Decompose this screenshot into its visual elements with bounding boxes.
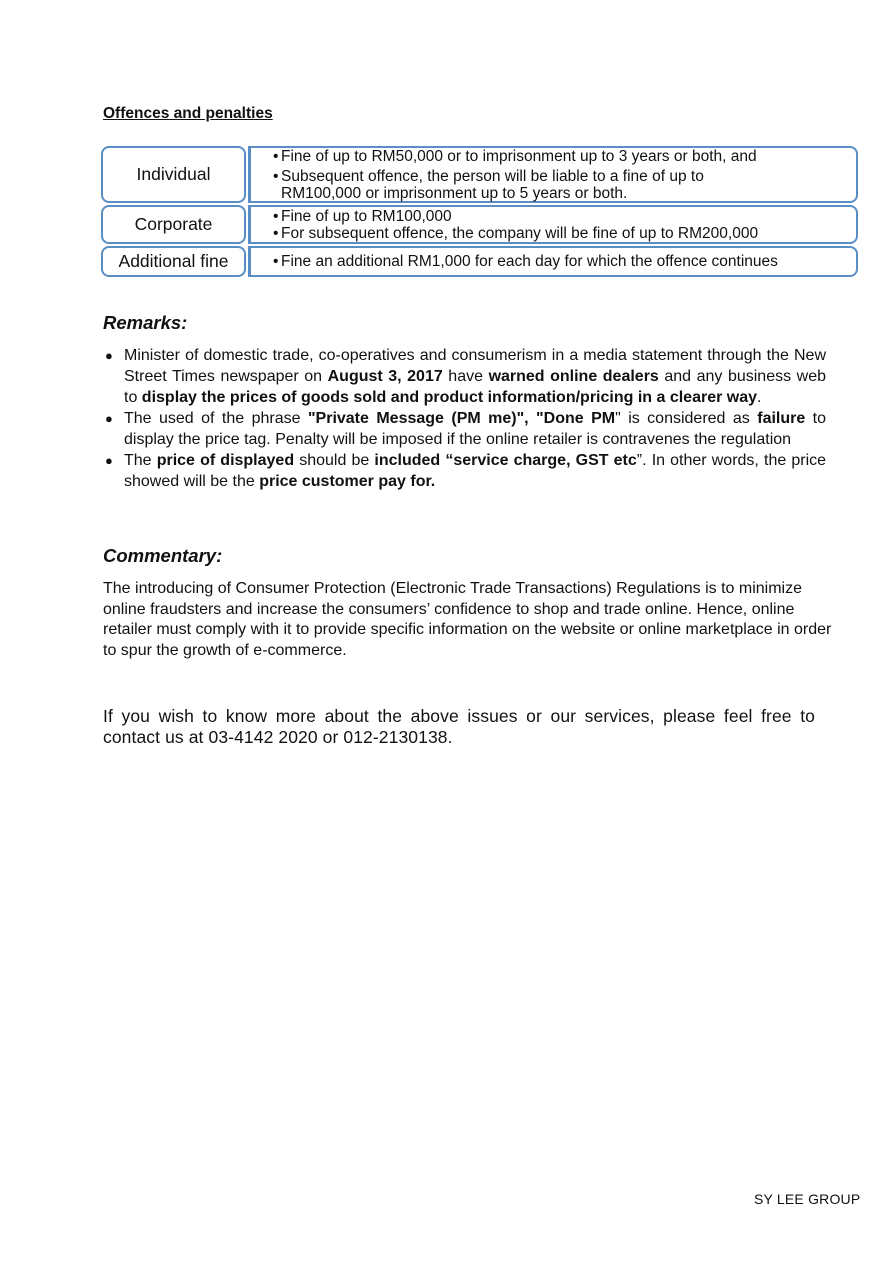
commentary-heading: Commentary:	[103, 545, 223, 566]
offences-heading: Offences and penalties	[103, 105, 273, 122]
footer-brand: SY LEE GROUP	[754, 1191, 861, 1207]
penalty-label: Additional fine	[101, 246, 246, 277]
penalty-label: Corporate	[101, 205, 246, 244]
remark-item: ● The price of displayed should be included “service charge, GST etc”. In other words, the price showed will be the price customer pay for.	[105, 452, 827, 490]
remark-item: ● The used of the phrase "Private Message (PM me)", "Done PM" is considered as failure to display the price tag. Penalty will be imposed if the online retailer is contravenes the regulation	[105, 410, 827, 448]
penalty-item: • Subsequent offence, the person will be liable to a fine of up to RM100,000 or imprisonment up to 5 years or both.	[273, 167, 704, 202]
penalty-item: • Fine of up to RM50,000 or to imprisonment up to 3 years or both, and	[273, 147, 757, 165]
bullet-icon: •	[273, 253, 279, 270]
penalty-description	[248, 246, 858, 277]
penalty-row-individual	[101, 146, 858, 203]
penalty-item: • Fine of up to RM100,000	[273, 207, 452, 225]
remarks-list	[103, 345, 826, 492]
bullet-icon: ●	[105, 348, 113, 363]
bullet-icon: ●	[105, 453, 113, 468]
remarks-heading: Remarks:	[103, 312, 188, 333]
commentary-body: The introducing of Consumer Protection (Electronic Trade Transactions) Regulations is to minimize online fraudsters and increase the consumers’ confidence to shop and trade online. Hence, online retailer must comply with it to provide specific information on the website or online marketplace in order to spur the growth of e-commerce.	[103, 580, 832, 659]
penalty-item: • For subsequent offence, the company will be fine of up to RM200,000	[273, 224, 759, 242]
penalty-item: • Fine an additional RM1,000 for each day for which the offence continues	[273, 253, 778, 270]
contact-text: If you wish to know more about the above issues or our services, please feel free to contact us at 03-4142 2020 or 012-2130138.	[103, 706, 815, 747]
bullet-icon: ●	[105, 411, 113, 426]
bullet-icon: •	[273, 207, 279, 225]
penalty-row-corporate	[101, 205, 858, 244]
penalty-label: Individual	[101, 146, 246, 203]
bullet-icon: •	[273, 224, 279, 242]
penalty-description	[248, 205, 858, 244]
penalty-description	[248, 146, 858, 203]
bullet-icon: •	[273, 167, 279, 185]
penalty-row-additional-fine	[101, 246, 858, 277]
bullet-icon: •	[273, 147, 279, 165]
remark-item: ● Minister of domestic trade, co-operatives and consumerism in a media statement through the New Street Times newspaper on August 3, 2017 have warned online dealers and any business web to display the prices of goods sold and product information/pricing in a clearer way.	[105, 347, 827, 406]
